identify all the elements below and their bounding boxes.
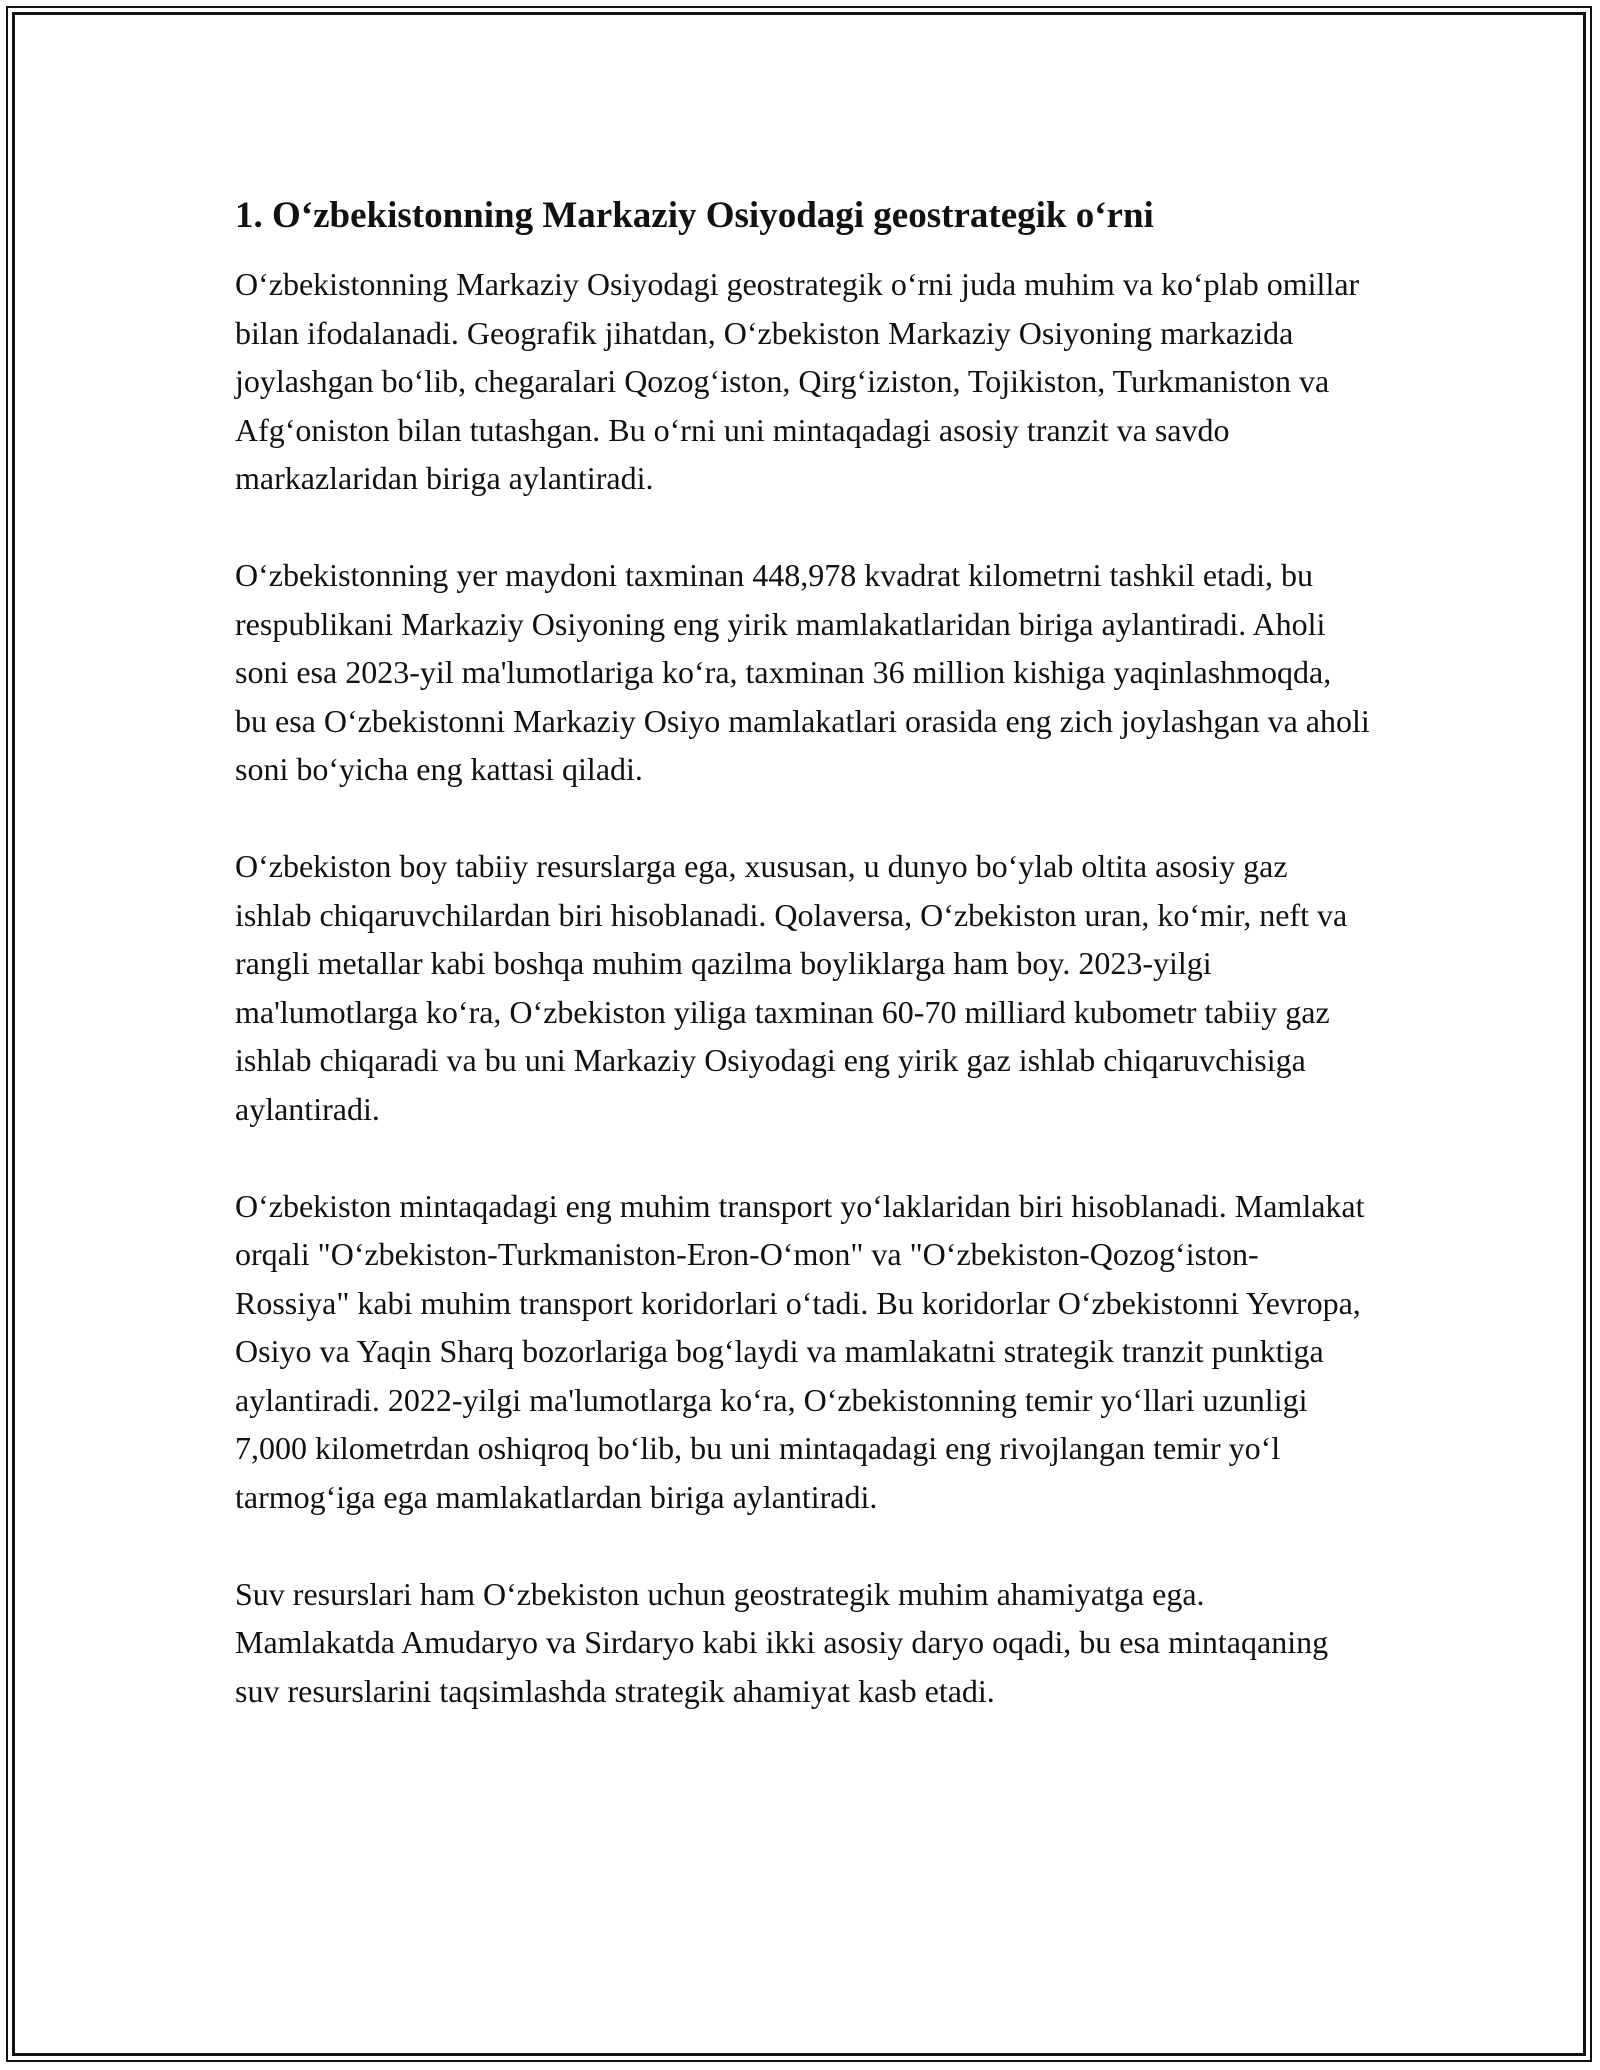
section-heading: 1. O‘zbekistonning Markaziy Osiyodagi geostrategik o‘rni	[235, 195, 1154, 236]
paragraph-water-resources: Suv resurslari ham O‘zbekiston uchun geostrategik muhim ahamiyatga ega. Mamlakatda Amudaryo va Sirdaryo kabi ikki asosiy daryo oqadi, bu esa mintaqaning suv resurslarini taqsimlashda strategik ahamiyat kasb etadi.	[235, 1575, 1329, 1709]
paragraph-natural-resources: O‘zbekiston boy tabiiy resurslarga ega, xususan, u dunyo bo‘ylab oltita asosiy gaz ishlab chiqaruvchilardan biri hisoblanadi. Qolaversa, O‘zbekiston uran, ko‘mir, neft va rangli metallar kabi boshqa muhim qazilma boyliklarga ham boy. 2023-yilgi ma'lumotlarga ko‘ra, O‘zbekiston yiliga taxminan 60-70 milliard kubometr tabiiy gaz ishlab chiqaradi va bu uni Markaziy Osiyodagi eng yirik gaz ishlab chiqaruvchisiga aylantiradi.	[235, 848, 1348, 1127]
paragraph-area-population: O‘zbekistonning yer maydoni taxminan 448,978 kvadrat kilometrni tashkil etadi, bu respublikani Markaziy Osiyoning eng yirik mamlakatlaridan biriga aylantiradi. Aholi soni esa 2023-yil ma'lumotlariga ko‘ra, taxminan 36 million kishiga yaqinlashmoqda, bu esa O‘zbekistonni Markaziy Osiyo mamlakatlari orasida eng zich joylashgan va aholi soni bo‘yicha eng kattasi qiladi.	[235, 557, 1370, 787]
paragraph-geographic-position: O‘zbekistonning Markaziy Osiyodagi geostrategik o‘rni juda muhim va ko‘plab omillar bilan ifodalanadi. Geografik jihatdan, O‘zbekiston Markaziy Osiyoning markazida joylashgan bo‘lib, chegaralari Qozog‘iston, Qirg‘iziston, Tojikiston, Turkmaniston va Afg‘oniston bilan tutashgan. Bu o‘rni uni mintaqadagi asosiy tranzit va savdo markazlaridan biriga aylantiradi.	[235, 266, 1360, 496]
paragraph-transport-corridors: O‘zbekiston mintaqadagi eng muhim transport yo‘laklaridan biri hisoblanadi. Mamlakat orqali "O‘zbekiston-Turkmaniston-Eron-O‘mon" va "O‘zbekiston-Qozog‘iston-Rossiya" kabi muhim transport koridorlari o‘tadi. Bu koridorlar O‘zbekistonni Yevropa, Osiyo va Yaqin Sharq bozorlariga bog‘laydi va mamlakatni strategik tranzit punktiga aylantiradi. 2022-yilgi ma'lumotlarga ko‘ra, O‘zbekistonning temir yo‘llari uzunligi 7,000 kilometrdan oshiqroq bo‘lib, bu uni mintaqadagi eng rivojlangan temir yo‘l tarmog‘iga ega mamlakatlardan biriga aylantiradi.	[235, 1187, 1365, 1515]
document-body	[235, 190, 1370, 1764]
